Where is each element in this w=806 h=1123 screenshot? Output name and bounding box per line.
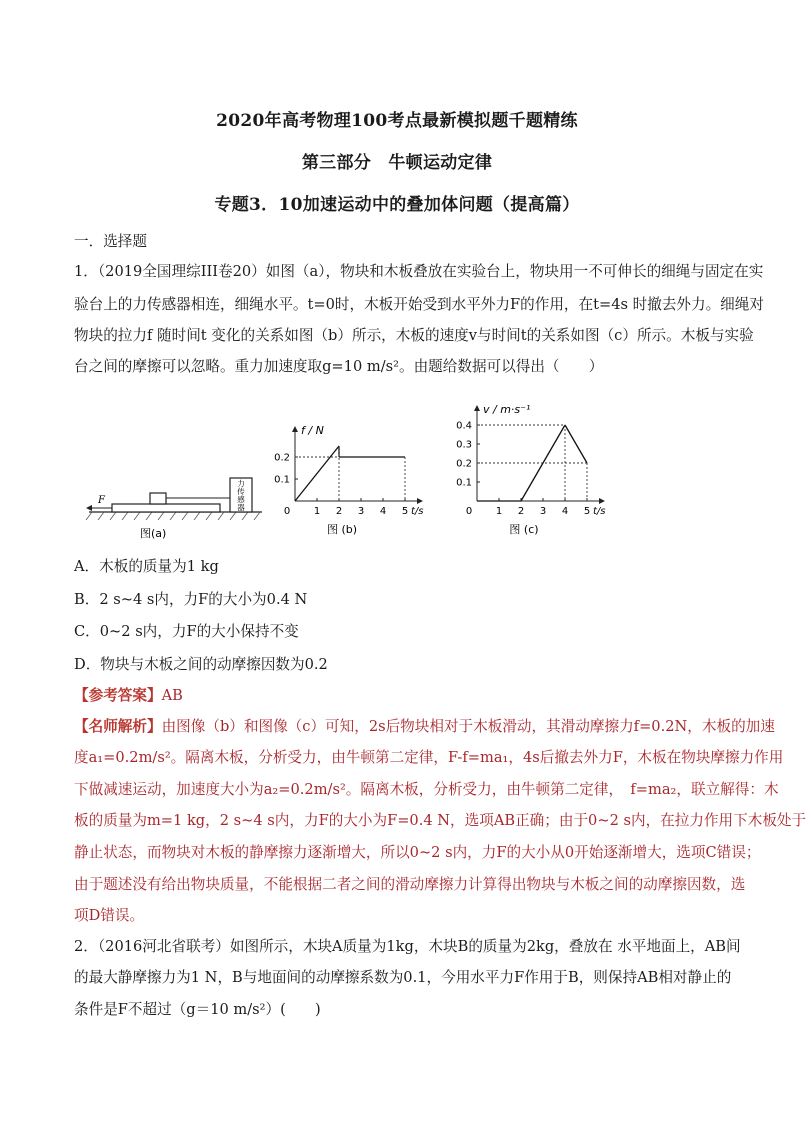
x-tick-label: 3 [357,506,365,517]
x-tick-label: 3 [539,506,547,517]
q1-line: 台之间的摩擦可以忽略。重力加速度取g=10 m/s²。由题给数据可以得出（ ） [74,358,604,375]
analysis-line: 板的质量为m=1 kg，2 s~4 s内，力F的大小为F=0.4 N，选项AB正确；由于0~2 s内，在拉力作用下木板处于 [74,812,806,829]
y-tick-label: 0.3 [456,439,472,451]
x-tick-label: 0 [283,506,291,517]
analysis-line: 由于题述没有给出物块质量，不能根据二者之间的滑动摩擦力计算得出物块与木板之间的动摩擦因数，选 [74,876,746,893]
figure-a [84,440,264,545]
q2-line: 2．（2016河北省联考）如图所示，木块A质量为1kg，木块B的质量为2kg，叠放在 水平地面上，AB间 [74,938,741,955]
x-tick-label: 5 [401,506,409,517]
sensor-label: 传 [237,487,245,496]
x-tick-label: 0 [465,506,473,517]
series-segment [565,425,587,463]
y-axis-arrow [292,426,298,432]
option-c: C．0~2 s内，力F的大小保持不变 [74,623,299,640]
q1-line: 验台上的力传感器相连，细绳水平。t=0时，木板开始受到水平外力F的作用，在t=4s 时撤去外力。细绳对 [74,296,764,313]
y-axis-label: v / m·s⁻¹ [483,403,531,416]
answer-label: 【参考答案】 [74,687,162,704]
q1-line: 1．（2019全国理综III卷20）如图（a），物块和木板叠放在实验台上，物块用一不可伸长的细绳与固定在实 [74,263,764,280]
force-arrowhead [86,505,92,511]
board [112,504,220,512]
sensor-label: 器 [237,503,245,512]
series-segment [295,446,339,501]
y-tick-label: 0.1 [274,474,290,486]
block [150,493,166,504]
chart-c [452,395,622,545]
doc-title: 2020年高考物理100考点最新模拟题千题精练 [216,111,578,131]
y-tick-label: 0.4 [456,420,472,432]
sensor-label: 力 [237,479,245,488]
x-tick-label: 4 [379,506,387,517]
chart-caption: 图 (c) [509,523,539,536]
sensor-label: 感 [237,495,245,504]
chart-caption: 图 (b) [326,523,358,536]
x-axis-arrow [417,498,423,504]
option-d: D．物块与木板之间的动摩擦因数为0.2 [74,656,328,673]
topic-title: 专题3．10加速运动中的叠加体问题（提高篇） [214,195,580,215]
answer-value: AB [161,687,183,704]
x-tick-label: 2 [335,506,343,517]
option-a: A．木板的质量为1 kg [74,558,219,575]
x-tick-label: 1 [313,506,321,517]
x-axis-label: t/s [411,506,424,517]
figure-a-caption: 图(a) [140,527,167,540]
y-tick-label: 0.2 [274,452,290,464]
analysis-line: 项D错误。 [74,907,145,924]
part-title: 第三部分 牛顿运动定律 [301,153,493,173]
analysis-line: 下做减速运动，加速度大小为a₂=0.2m/s²。隔离木板，分析受力，由牛顿第二定律， f=ma₂，联立解得：木 [74,781,779,798]
q2-line: 条件是F不超过（g＝10 m/s²）( ) [74,1001,321,1018]
option-b: B．2 s~4 s内，力F的大小为0.4 N [74,591,308,608]
x-tick-label: 2 [517,506,525,517]
chart-b [275,415,445,545]
force-label: F [98,495,105,506]
x-tick-label: 5 [583,506,591,517]
analysis-line [74,717,775,737]
q1-line: 物块的拉力f 随时间t 变化的关系如图（b）所示，木板的速度v与时间t的关系如图（c）所示。木板与实验 [74,327,754,344]
y-axis-label: f / N [301,424,324,437]
y-axis-arrow [474,405,480,411]
table-hatch [86,512,260,520]
x-axis-arrow [599,498,605,504]
x-tick-label: 4 [561,506,569,517]
y-tick-label: 0.1 [456,477,472,489]
figure-b [275,415,445,545]
analysis-line: 静止状态，而物块对木板的静摩擦力逐渐增大，所以0~2 s内，力F的大小从0开始逐渐增大，选项C错误； [74,844,761,861]
figure-c [452,395,622,545]
analysis-line: 度a₁=0.2m/s²。隔离木板，分析受力，由牛顿第二定律，F-f=ma₁，4s后撤去外力F，木板在物块摩擦力作用 [74,749,784,766]
y-tick-label: 0.2 [456,458,472,470]
q2-line: 的最大静摩擦力为1 N，B与地面间的动摩擦系数为0.1，今用水平力F作用于B，则保持AB相对静止的 [74,969,732,986]
section-heading: 一．选择题 [74,233,147,250]
x-axis-label: t/s [593,506,606,517]
answer-line [74,686,724,706]
x-tick-label: 1 [495,506,503,517]
analysis-text: 由图像（b）和图像（c）可知，2s后物块相对于木板滑动，其滑动摩擦力f=0.2N，木板的加速 [161,718,775,735]
analysis-label: 【名师解析】 [74,718,162,735]
